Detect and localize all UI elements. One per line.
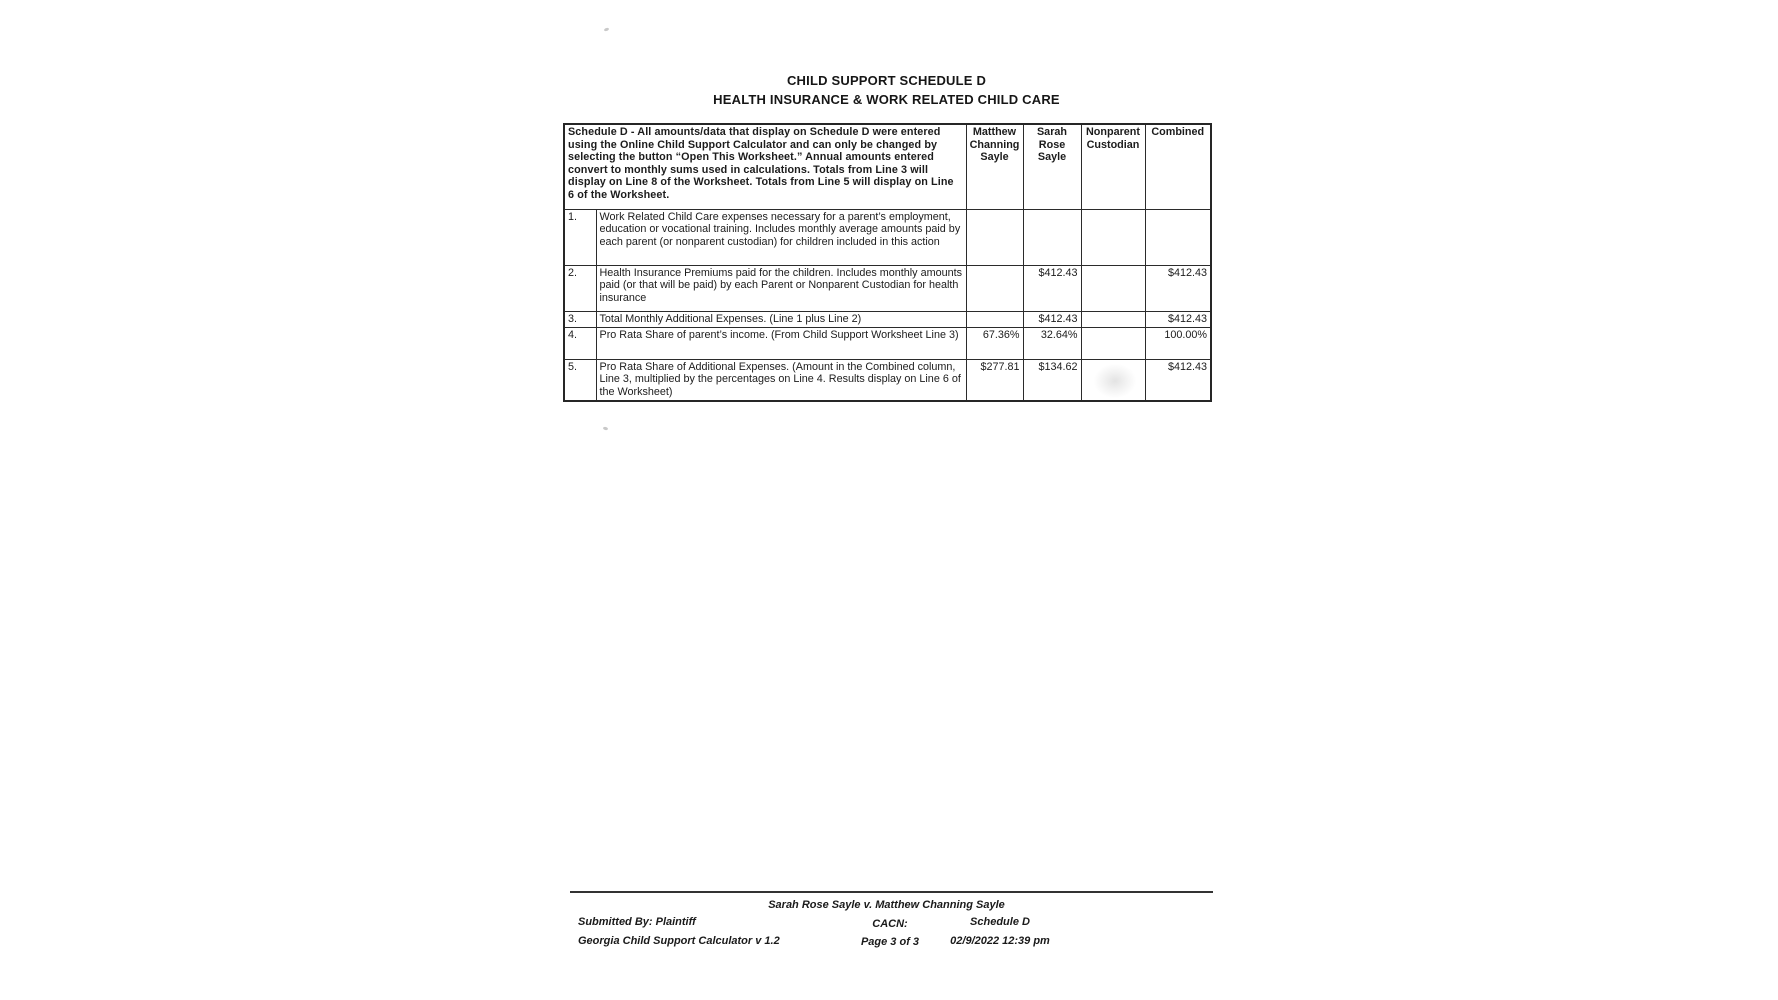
line-number: 5.	[564, 359, 596, 401]
footer-cacn-label: CACN:	[872, 918, 908, 930]
cell-nonparent	[1081, 359, 1145, 401]
line-number: 4.	[564, 327, 596, 359]
line-description: Health Insurance Premiums paid for the children. Includes monthly amounts paid (or that will be paid) by each Parent or Nonparent Custodian for health insurance	[596, 265, 966, 311]
line-description: Pro Rata Share of parent’s income. (From Child Support Worksheet Line 3)	[596, 327, 966, 359]
footer-schedule-name: Schedule D	[970, 916, 1030, 928]
cell-matthew: $277.81	[966, 359, 1023, 401]
cell-combined	[1145, 209, 1211, 265]
line-number: 1.	[564, 209, 596, 265]
cell-sarah: 32.64%	[1023, 327, 1081, 359]
cell-matthew	[966, 311, 1023, 327]
cell-combined: $412.43	[1145, 359, 1211, 401]
scan-speck-artifact	[603, 426, 609, 430]
cell-sarah: $134.62	[1023, 359, 1081, 401]
column-header-matthew: Matthew Channing Sayle	[966, 124, 1023, 209]
cell-matthew	[966, 209, 1023, 265]
document-title	[563, 72, 1210, 109]
table-header-row	[564, 124, 1211, 209]
cell-matthew: 67.36%	[966, 327, 1023, 359]
footer-case-title: Sarah Rose Sayle v. Matthew Channing Sayle	[768, 899, 1005, 911]
table-row-line5	[564, 359, 1211, 401]
footer-submitted-by: Submitted By: Plaintiff	[578, 916, 696, 928]
line-description: Total Monthly Additional Expenses. (Line 1 plus Line 2)	[596, 311, 966, 327]
cell-matthew	[966, 265, 1023, 311]
schedule-d-table	[563, 123, 1212, 402]
footer-page-indicator: Page 3 of 3	[860, 936, 920, 948]
table-row-line1	[564, 209, 1211, 265]
cell-nonparent	[1081, 265, 1145, 311]
cell-sarah: $412.43	[1023, 265, 1081, 311]
cell-nonparent	[1081, 209, 1145, 265]
footer-left-block	[578, 916, 780, 954]
cell-nonparent	[1081, 327, 1145, 359]
table-instructions: Schedule D - All amounts/data that display on Schedule D were entered using the Online Child Support Calculator and can only be changed by selecting the button “Open This Worksheet.” Annual amounts entered convert to monthly sums used in calculations. Totals from Line 3 will display on Line 8 of the Worksheet. Totals from Line 5 will display on Line 6 of the Worksheet.	[564, 124, 966, 209]
footer-calculator-version: Georgia Child Support Calculator v 1.2	[578, 935, 780, 947]
column-header-combined: Combined	[1145, 124, 1211, 209]
cell-combined: 100.00%	[1145, 327, 1211, 359]
line-number: 2.	[564, 265, 596, 311]
table-row-line3	[564, 311, 1211, 327]
column-header-sarah: Sarah Rose Sayle	[1023, 124, 1081, 209]
cell-sarah	[1023, 209, 1081, 265]
table-row-line2	[564, 265, 1211, 311]
scan-speck-artifact	[604, 27, 610, 32]
document-title-line2: HEALTH INSURANCE & WORK RELATED CHILD CARE	[713, 91, 1060, 107]
document-title-line1: CHILD SUPPORT SCHEDULE D	[786, 73, 987, 88]
cell-combined: $412.43	[1145, 311, 1211, 327]
line-description: Work Related Child Care expenses necessary for a parent’s employment, education or vocational training. Includes monthly average amounts paid by each parent (or nonparent custodian) for children included in this action	[596, 209, 966, 265]
footer-datetime: 02/9/2022 12:39 pm	[950, 935, 1050, 947]
footer-right-block	[900, 916, 1100, 954]
line-number: 3.	[564, 311, 596, 327]
table-row-line4	[564, 327, 1211, 359]
line-description: Pro Rata Share of Additional Expenses. (Amount in the Combined column, Line 3, multiplied by the percentages on Line 4. Results display on Line 6 of the Worksheet)	[596, 359, 966, 401]
cell-combined: $412.43	[1145, 265, 1211, 311]
cell-nonparent	[1081, 311, 1145, 327]
footer-divider-line	[570, 891, 1213, 893]
cell-sarah: $412.43	[1023, 311, 1081, 327]
column-header-nonparent: Nonparent Custodian	[1081, 124, 1145, 209]
scan-smudge-artifact	[1094, 364, 1136, 398]
